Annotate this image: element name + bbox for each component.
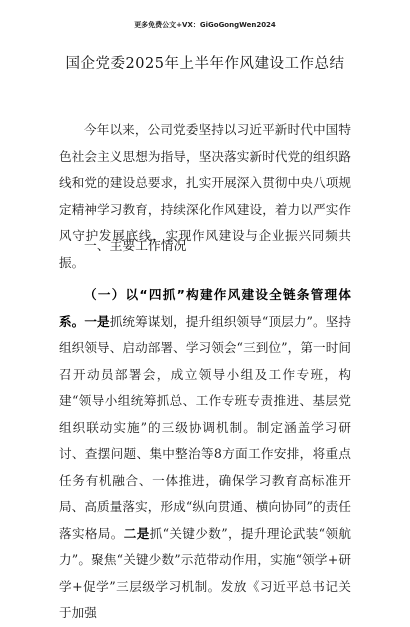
- section1-part2: 抓“关键少数”，提升理论武装“领航力”。聚焦“关键少数”示范带动作用，实施“领学+研学+促学”三层级学习机制。发放《习近平总书记关于加强: [59, 525, 352, 620]
- intro-paragraph: 今年以来，公司党委坚持以习近平新时代中国特色社会主义思想为指导，坚决落实新时代党的组织路线和党的建设总要求，扎实开展深入贯彻中央八项规定精神学习教育，持续深化作风建设，着力以严实作风守护发展底线，实现作风建设与企业振兴同频共振。: [59, 122, 351, 270]
- section1-part1: 抓统筹谋划，提升组织领导“顶层力”。坚持组织领导、启动部署、学习领会“三到位”，第一时间召开动员部署会，成立领导小组及工作专班，构建“领导小组统筹抓总、工作专班专责推进、基层党组织联动实施”的三级协调机制。制定涵盖学习研讨、查摆问题、集中整治等8方面工作安排，将重点任务有机融合、一体推进，确保学习教育高标准开局、高质量落实，形成“纵向贯通、横向协同”的责任落实格局。: [59, 313, 351, 541]
- section1-paragraph: [59, 282, 351, 627]
- section-heading: 一、主要工作情况: [84, 239, 187, 254]
- header-note: 更多免费公文+VX：GiGoGongWen2024: [134, 21, 276, 29]
- document-title: 国企党委2025年上半年作风建设工作总结: [65, 56, 345, 72]
- section1-second-marker: 二是: [123, 525, 150, 541]
- section1-lead: （一）以“四抓”构建作风建设全链条管理体系。一是: [59, 287, 351, 329]
